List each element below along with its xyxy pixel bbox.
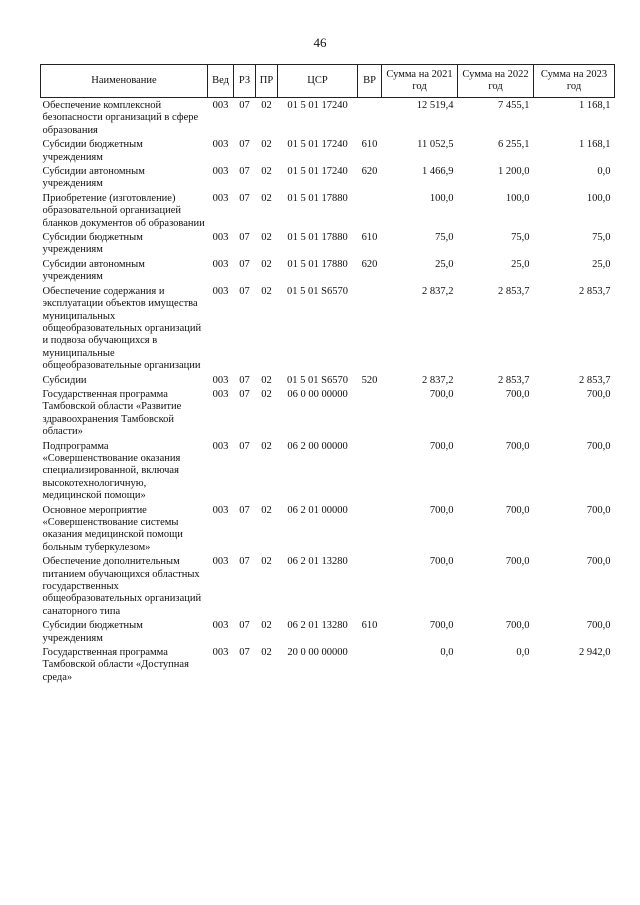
row-sum-2021: 700,0 [429,388,454,400]
row-name: Приобретение (изготовление) образовательной организацией бланков документов об образовании [42,192,205,229]
row-sum-2023: 0,0 [597,166,611,178]
row-sum-2022: 2 853,7 [498,285,530,297]
row-ved: 003 [212,620,229,632]
row-sum-2023: 700,0 [586,504,611,516]
row-rz: 07 [239,166,250,178]
table-row [41,373,615,387]
row-sum-2023: 2 853,7 [579,285,611,297]
row-sum-2021: 1 466,9 [422,166,454,178]
table-row [41,284,615,373]
row-csr: 01 5 01 17880 [287,192,348,204]
row-csr: 01 5 01 17240 [287,166,348,178]
row-pr: 02 [261,620,272,632]
row-vr [358,191,382,230]
table-row [41,618,615,645]
table-row [41,98,615,138]
row-ved: 003 [212,166,229,178]
row-pr: 02 [261,166,272,178]
row-name: Государственная программа Тамбовской области «Развитие здравоохранения Тамбовской области» [42,388,182,438]
table-row [41,191,615,230]
budget-table [40,64,615,684]
header-vr: ВР [358,65,382,98]
row-pr: 02 [261,388,272,400]
row-name: Субсидии бюджетным учреждениям [42,232,143,256]
row-rz: 07 [239,647,250,659]
header-pr: ПР [256,65,278,98]
row-pr: 02 [261,139,272,151]
row-ved: 003 [212,647,229,659]
row-sum-2022: 700,0 [505,620,530,632]
row-sum-2023: 700,0 [586,388,611,400]
row-sum-2022: 100,0 [505,192,530,204]
row-sum-2023: 25,0 [592,258,611,270]
row-rz: 07 [239,232,250,244]
row-sum-2021: 700,0 [429,620,454,632]
row-csr: 06 0 00 00000 [287,388,348,400]
header-sum-2022: Сумма на 2022 год [458,65,534,98]
row-sum-2021: 75,0 [435,232,454,244]
table-row [41,439,615,503]
row-csr: 20 0 00 00000 [287,647,348,659]
row-vr: 520 [361,374,378,386]
row-rz: 07 [239,556,250,568]
table-row [41,257,615,284]
row-rz: 07 [239,388,250,400]
row-vr: 610 [361,620,378,632]
row-sum-2021: 12 519,4 [416,100,454,111]
table-row [41,230,615,257]
header-rz: РЗ [234,65,256,98]
row-vr: 610 [361,139,378,151]
header-sum-2023: Сумма на 2023 год [534,65,615,98]
row-rz: 07 [239,258,250,270]
row-name: Субсидии автономным учреждениям [42,258,145,283]
row-vr [358,98,382,138]
header-ved: Вед [208,65,234,98]
row-sum-2023: 1 168,1 [579,139,611,151]
row-rz: 07 [239,440,250,452]
row-sum-2021: 2 837,2 [422,374,454,386]
row-sum-2022: 1 200,0 [498,166,530,178]
row-ved: 003 [212,440,229,452]
table-row [41,554,615,618]
row-sum-2021: 100,0 [429,192,454,204]
row-pr: 02 [261,440,272,452]
row-pr: 02 [261,258,272,270]
row-sum-2022: 700,0 [505,504,530,516]
row-sum-2023: 700,0 [586,620,611,632]
row-ved: 003 [212,374,229,386]
row-sum-2022: 700,0 [505,440,530,452]
row-rz: 07 [239,374,250,386]
row-sum-2021: 11 052,5 [417,139,454,151]
row-csr: 06 2 01 00000 [287,504,348,516]
row-sum-2021: 2 837,2 [422,285,454,297]
row-sum-2023: 700,0 [586,556,611,568]
row-name: Основное мероприятие «Совершенствование системы оказания медицинской помощи больным туберкулезом» [42,504,183,553]
header-name: Наименование [41,65,208,98]
row-csr: 01 5 01 17880 [287,232,348,244]
header-csr: ЦСР [278,65,358,98]
row-sum-2022: 700,0 [505,388,530,400]
row-ved: 003 [212,285,229,297]
row-sum-2022: 75,0 [511,232,530,244]
row-sum-2022: 700,0 [505,556,530,568]
row-csr: 01 5 01 S6570 [287,285,348,297]
row-sum-2023: 100,0 [586,192,611,204]
row-ved: 003 [212,139,229,151]
row-name: Субсидии бюджетным учреждениям [42,139,143,163]
row-sum-2022: 25,0 [511,258,530,270]
row-vr [358,645,382,684]
row-csr: 06 2 01 13280 [287,556,348,568]
row-vr: 620 [361,258,378,270]
row-sum-2021: 700,0 [429,440,454,452]
table-row [41,387,615,439]
row-pr: 02 [261,556,272,568]
row-sum-2022: 0,0 [516,647,530,659]
table-row [41,645,615,684]
table-header-row [41,65,615,98]
row-ved: 003 [212,388,229,400]
row-sum-2022: 6 255,1 [498,139,530,151]
row-pr: 02 [261,374,272,386]
row-sum-2023: 1 168,1 [579,100,611,111]
row-rz: 07 [239,620,250,632]
row-vr [358,439,382,503]
row-rz: 07 [239,504,250,516]
row-sum-2023: 2 942,0 [579,647,611,659]
row-sum-2022: 2 853,7 [498,374,530,386]
row-csr: 06 2 01 13280 [287,620,348,632]
page-number: 46 [313,35,327,50]
row-pr: 02 [261,232,272,244]
row-csr: 06 2 00 00000 [287,440,348,452]
row-ved: 003 [212,556,229,568]
row-name: Субсидии автономным учреждениям [42,166,145,190]
row-ved: 003 [212,232,229,244]
row-csr: 01 5 01 17240 [287,100,348,111]
table-row [41,164,615,191]
header-sum-2021: Сумма на 2021 год [382,65,458,98]
row-vr [358,284,382,373]
row-pr: 02 [261,285,272,297]
row-pr: 02 [261,100,272,111]
row-name: Государственная программа Тамбовской области «Доступная среда» [42,647,189,683]
row-ved: 003 [212,258,229,270]
row-pr: 02 [261,647,272,659]
row-ved: 003 [212,504,229,516]
row-name: Подпрограмма «Совершенствование оказания специализированной, включая высокотехнологичную, медицинской помощи» [42,440,181,502]
row-rz: 07 [239,285,250,297]
row-rz: 07 [239,100,250,111]
row-sum-2021: 0,0 [440,647,454,659]
row-csr: 01 5 01 S6570 [287,374,348,386]
row-name: Субсидии [42,374,87,386]
row-pr: 02 [261,192,272,204]
row-vr [358,387,382,439]
row-sum-2023: 700,0 [586,440,611,452]
row-rz: 07 [239,139,250,151]
row-sum-2021: 700,0 [429,556,454,568]
row-rz: 07 [239,192,250,204]
row-sum-2021: 700,0 [429,504,454,516]
row-ved: 003 [212,192,229,204]
row-sum-2023: 75,0 [592,232,611,244]
row-sum-2021: 25,0 [435,258,454,270]
row-pr: 02 [261,504,272,516]
row-vr: 610 [361,232,378,244]
row-name: Обеспечение дополнительным питанием обучающихся областных государственных общеобразовательных организаций санаторного типа [42,556,202,617]
table-row [41,503,615,555]
row-csr: 01 5 01 17880 [287,258,348,270]
table-row [41,137,615,164]
row-vr [358,503,382,555]
row-sum-2023: 2 853,7 [579,374,611,386]
row-sum-2022: 7 455,1 [498,100,530,111]
row-name: Обеспечение содержания и эксплуатации объектов имущества муниципальных общеобразовательных организаций и подвоза обучающихся в муниципальные общеобразовательные организации [42,285,202,372]
row-ved: 003 [212,100,229,111]
row-name: Субсидии бюджетным учреждениям [42,620,143,644]
row-csr: 01 5 01 17240 [287,139,348,151]
row-vr [358,554,382,618]
row-name: Обеспечение комплексной безопасности организаций в сфере образования [42,100,199,136]
row-vr: 620 [361,166,378,178]
